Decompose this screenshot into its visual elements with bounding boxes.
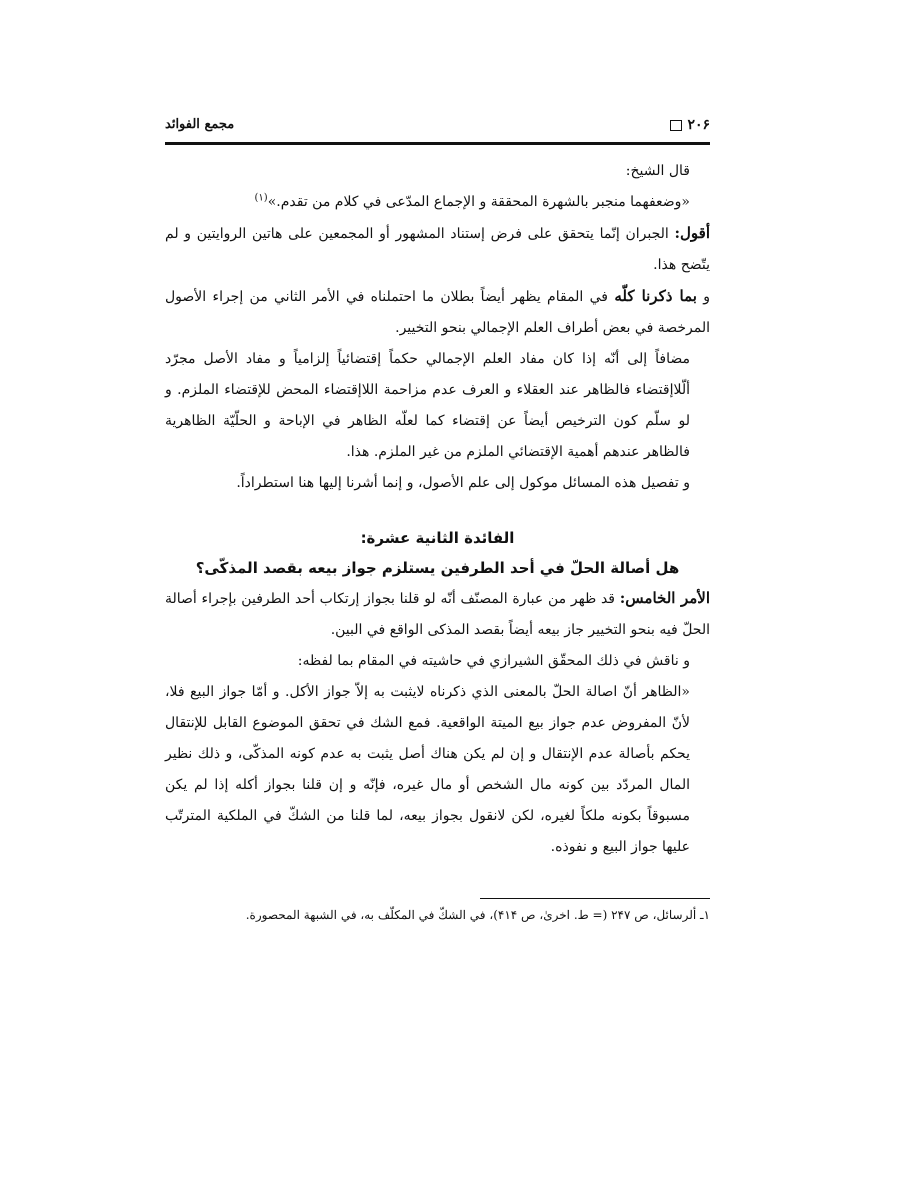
main-text	[165, 156, 710, 863]
page-number-block	[670, 117, 710, 133]
header-rule	[165, 142, 710, 145]
paragraph-4-lead: بما ذكرنا كلّه	[614, 287, 697, 305]
paragraph-4	[165, 281, 710, 344]
square-bullet-icon	[670, 120, 682, 131]
paragraph-8: و ناقش في ذلك المحقّق الشيرازي في حاشيته في المقام بما لفظه:	[297, 653, 690, 669]
page-header	[165, 113, 710, 143]
paragraph-3-lead: أقول:	[674, 224, 710, 242]
paragraph-7-text: قد ظهر من عبارة المصنّف أنّه لو قلنا بجواز إرتكاب أحد الطرفين بإجراء أصالة الحلّ فيه بنحو التخيير جاز بيعه أيضاً بقصد المذكى الواقع في البين.	[165, 591, 710, 638]
paragraph-2	[165, 187, 710, 218]
quote-text: «وضعفهما منجبر بالشهرة المحققة و الإجماع المدّعى في كلام من تقدم.»	[267, 194, 690, 210]
quotation-block: «الظاهر أنّ اصالة الحلّ بالمعنى الذي ذكرناه لايثبت به إلاّ جواز الأكل. و أمّا جواز البيع فلا، لأنّ المفروض عدم جواز بيع الميتة الواقعية. فمع الشك في تحقق الموضوع القابل للإنتقال يحكم بأصالة عدم الإنتقال و إن لم يكن هناك أصل يثبت به عدم كونه المذكّى، و ذلك نظير المال المردّد بين كونه مال الشخص أو مال غيره، فإنّه و إن قلنا بجواز أكله إذا لم يكن مسبوقاً بكونه ملكاً لغيره، لكن لانقول بجواز بيعه، لما قلنا من الشكّ في الملكية المترتّب عليها جواز البيع و نفوذه.	[165, 684, 690, 855]
paragraph-6: و تفصيل هذه المسائل موكول إلى علم الأصول، و إنما أشرنا إليها هنا استطراداً.	[236, 475, 690, 491]
footnote-ref: (۱)	[254, 192, 268, 204]
page-number: ۲۰۶	[687, 117, 710, 133]
paragraph-3-text: الجبران إنّما يتحقق على فرض إستناد المشهور أو المجمعين على هاتين الروايتين و لم يتّضح هذا.	[165, 226, 710, 273]
footnote-rule	[480, 898, 710, 899]
paragraph-3	[165, 218, 710, 281]
paragraph-4-pre: و	[696, 289, 710, 305]
section-heading-1: الفائدة الثانية عشرة:	[360, 529, 515, 547]
paragraph-7	[165, 583, 710, 646]
paragraph-1: قال الشيخ:	[625, 163, 690, 179]
running-title: مجمع الفوائد	[165, 117, 235, 132]
paragraph-7-lead: الأمر الخامس:	[619, 589, 710, 607]
paragraph-5: مضافاً إلى أنّه إذا كان مفاد العلم الإجمالي حكماً إقتضائياً إلزامياً و مفاد الأصل مجرّد ألّلاإقتضاء فالظاهر عند العقلاء و العرف عدم مزاحمة اللاإقتضاء المحض للإقتضاء الملزم. و لو سلّم كون الترخيص أيضاً عن إقتضاء كما لعلّه الظاهر في الإباحة و الحلّيّة الظاهرية فالظاهر عندهم أهمية الإقتضائي الملزم من غير الملزم. هذا.	[165, 351, 690, 460]
section-heading-2: هل أصالة الحلّ في أحد الطرفين يستلزم جواز بيعه بقصد المذكّى؟	[195, 559, 680, 577]
footnote: ۱ـ ألرسائل، ص ۲۴۷ (= ط. اخرىٰ، ص ۴۱۴)، في الشكّ في المكلّف به، في الشبهة المحصورة.	[245, 908, 710, 922]
paragraph-4-text: في المقام يظهر أيضاً بطلان ما احتملناه في الأمر الثاني من إجراء الأصول المرخصة في بعض أطراف العلم الإجمالي بنحو التخيير.	[165, 289, 710, 336]
